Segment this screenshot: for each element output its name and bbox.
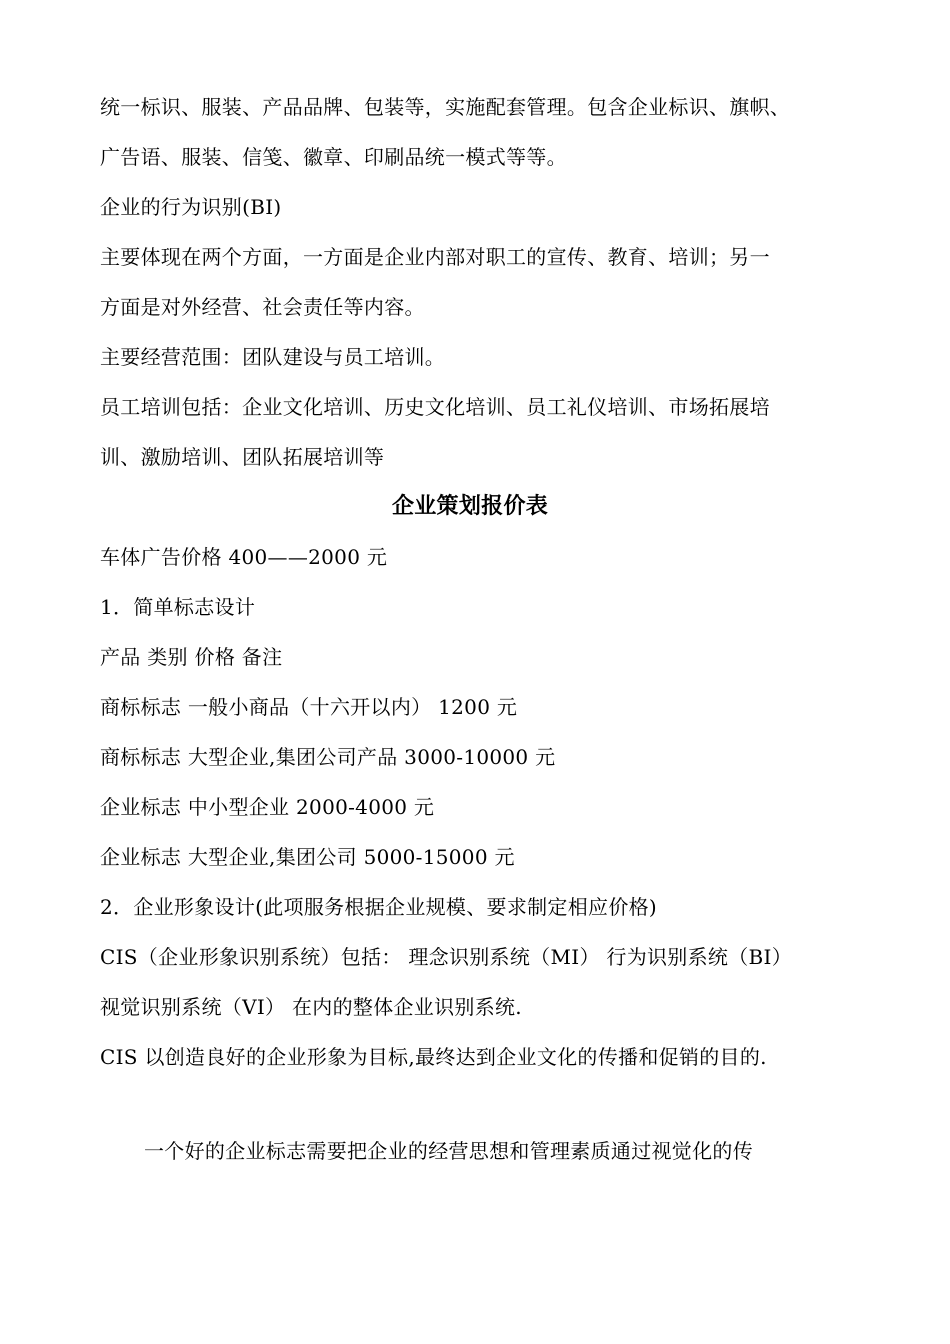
text-line: 商标标志 一般小商品（十六开以内） 1200 元: [100, 695, 518, 719]
section-title: 企业策划报价表: [391, 494, 549, 519]
text-line: 1．简单标志设计: [100, 595, 256, 619]
text-line: 视觉识别系统（VI） 在内的整体企业识别系统.: [100, 995, 522, 1019]
text-line: 主要经营范围：团队建设与员工培训。: [100, 345, 446, 369]
document-page: [100, 82, 860, 1176]
text-line: CIS 以创造良好的企业形象为目标,最终达到企业文化的传播和促销的目的.: [100, 1045, 767, 1069]
text-line: 员工培训包括：企业文化培训、历史文化培训、员工礼仪培训、市场拓展培: [100, 395, 770, 419]
text-line: 商标标志 大型企业,集团公司产品 3000-10000 元: [100, 745, 556, 769]
closing-paragraph: 一个好的企业标志需要把企业的经营思想和管理素质通过视觉化的传: [144, 1139, 753, 1163]
text-line: 广告语、服装、信笺、徽章、印刷品统一模式等等。: [100, 145, 567, 169]
text-line: 企业标志 中小型企业 2000-4000 元: [100, 795, 435, 819]
text-line: 产品 类别 价格 备注: [100, 645, 283, 669]
text-line: 训、激励培训、团队拓展培训等: [100, 445, 385, 469]
text-line: 方面是对外经营、社会责任等内容。: [100, 295, 425, 319]
text-line: CIS（企业形象识别系统）包括： 理念识别系统（MI） 行为识别系统（BI）: [100, 945, 792, 969]
text-line: 企业标志 大型企业,集团公司 5000-15000 元: [100, 845, 515, 869]
text-line: 主要体现在两个方面，一方面是企业内部对职工的宣传、教育、培训；另一: [100, 245, 770, 269]
text-line: 2．企业形象设计(此项服务根据企业规模、要求制定相应价格): [100, 895, 658, 919]
text-line: 统一标识、服装、产品品牌、包装等，实施配套管理。包含企业标识、旗帜、: [100, 95, 791, 119]
paragraph-gap: [100, 1082, 860, 1126]
text-line: 企业的行为识别(BI): [100, 195, 282, 219]
text-line: 车体广告价格 400——2000 元: [100, 545, 388, 569]
